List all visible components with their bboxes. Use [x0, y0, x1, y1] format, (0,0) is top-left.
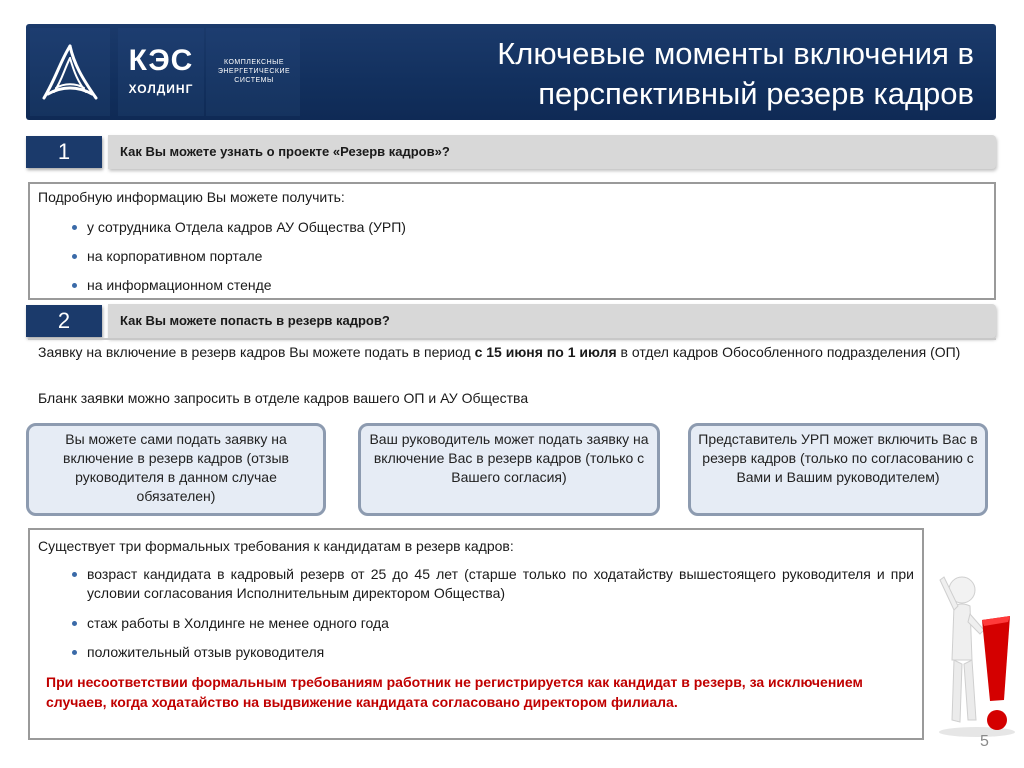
- section-1-intro: Подробную информацию Вы можете получить:: [38, 189, 345, 205]
- tagline-line: СИСТЕМЫ: [234, 77, 274, 84]
- section-2-number: 2: [26, 305, 102, 337]
- warning-note: При несоответствии формальным требованиям работник не регистрируется как кандидат в резерв, за исключением случаев, когда ходатайство на выдвижение кандидата согласовано директором филиала.: [46, 674, 863, 710]
- list-item: [72, 247, 262, 266]
- section-divider: [28, 338, 996, 340]
- bullet-icon: [72, 621, 77, 626]
- list-item: [72, 218, 406, 237]
- list-item-text: у сотрудника Отдела кадров АУ Общества (УРП): [87, 219, 406, 235]
- section-1-question: Как Вы можете узнать о проекте «Резерв кадров»?: [108, 135, 996, 169]
- bullet-icon: [72, 650, 77, 655]
- section-2-paragraph-1: [38, 343, 978, 362]
- page-title: [330, 34, 974, 114]
- bullet-icon: [72, 572, 77, 577]
- bullet-icon: [72, 283, 77, 288]
- brand-logo: [118, 28, 204, 116]
- bullet-icon: [72, 225, 77, 230]
- list-item: [72, 565, 914, 603]
- list-item-text: положительный отзыв руководителя: [87, 644, 325, 660]
- requirements-intro: Существует три формальных требования к кандидатам в резерв кадров:: [38, 538, 514, 554]
- list-item-text: на информационном стенде: [87, 277, 272, 293]
- brand-tagline-box: [206, 28, 300, 116]
- tagline-line: ЭНЕРГЕТИЧЕСКИЕ: [217, 68, 291, 75]
- period-dates: с 15 июня по 1 июля: [474, 344, 617, 360]
- list-item: [72, 614, 389, 633]
- option-box-manager: [358, 423, 660, 516]
- list-item-text: возраст кандидата в кадровый резерв от 25 до 45 лет (старше только по ходатайству вышестоящего руководителя и при условии согласования Исполнительным директором Общества): [87, 566, 914, 601]
- page-number: 5: [980, 733, 989, 750]
- option-box-self: [26, 423, 326, 516]
- section-2-paragraph-2: Бланк заявки можно запросить в отделе кадров вашего ОП и АУ Общества: [38, 390, 529, 406]
- list-item: [72, 643, 324, 662]
- title-line-1: Ключевые моменты включения в: [497, 36, 974, 71]
- company-logo-icon: [30, 28, 110, 116]
- list-item: [72, 276, 272, 295]
- period-text-end: в отдел кадров Обособленного подразделения (ОП): [616, 344, 961, 360]
- title-line-2: перспективный резерв кадров: [538, 76, 974, 111]
- option-text: Вы можете сами подать заявку на включение в резерв кадров (отзыв руководителя в данном случае обязателен): [63, 431, 289, 504]
- brand-holding: ХОЛДИНГ: [128, 82, 194, 96]
- list-item-text: на корпоративном портале: [87, 248, 263, 264]
- section-1-number: 1: [26, 136, 102, 168]
- list-item-text: стаж работы в Холдинге не менее одного года: [87, 615, 389, 631]
- option-text: Ваш руководитель может подать заявку на включение Вас в резерв кадров (только с Вашего согласия): [369, 431, 649, 485]
- tagline-line: КОМПЛЕКСНЫЕ: [223, 59, 285, 66]
- section-2-question: Как Вы можете попасть в резерв кадров?: [108, 304, 996, 338]
- option-text: Представитель УРП может включить Вас в резерв кадров (только по согласованию с Вами и Вашим руководителем): [698, 431, 978, 485]
- brand-tagline: [214, 58, 294, 85]
- brand-name: КЭС: [128, 44, 194, 77]
- bullet-icon: [72, 254, 77, 259]
- period-text: Заявку на включение в резерв кадров Вы можете подать в период: [38, 344, 475, 360]
- person-exclamation-icon: [932, 560, 1022, 740]
- option-box-urp: [688, 423, 988, 516]
